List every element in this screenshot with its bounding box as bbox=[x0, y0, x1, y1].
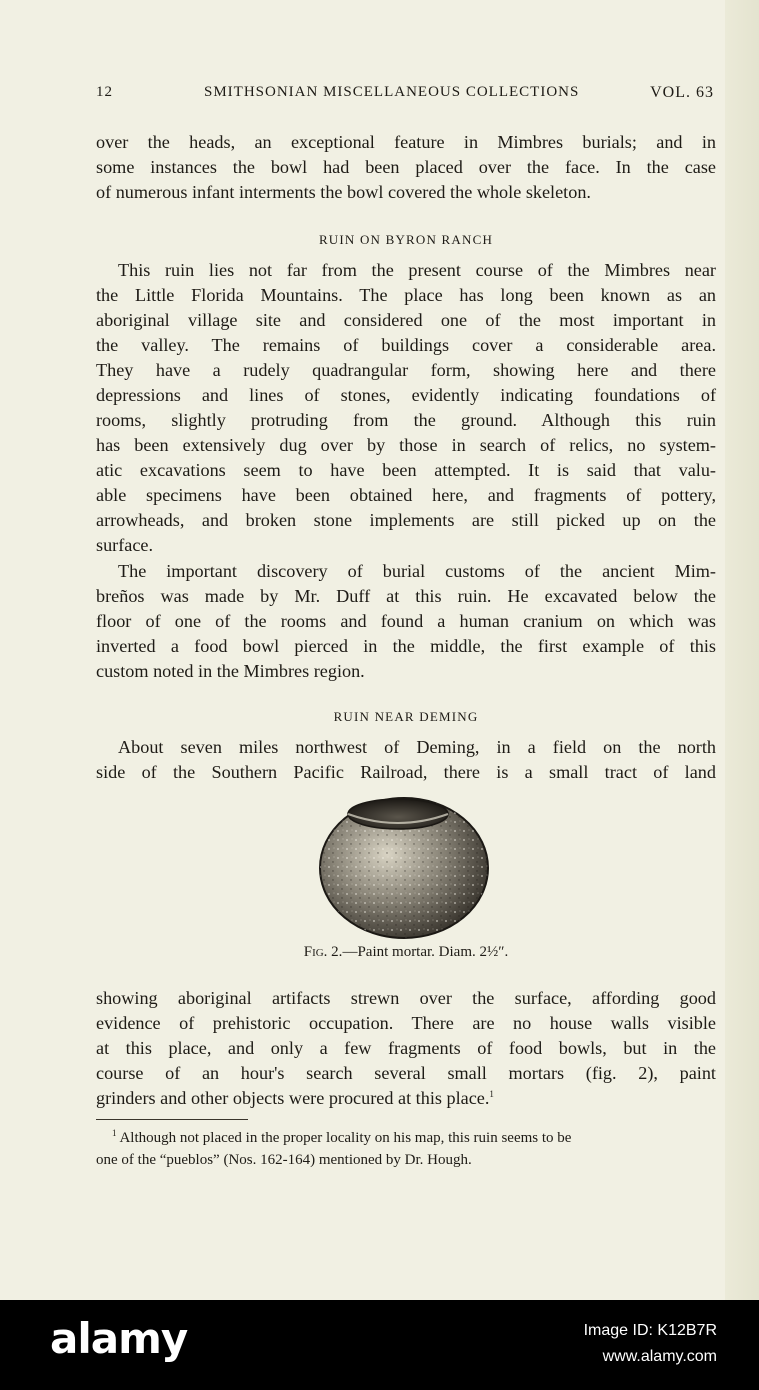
text-line: inverted a food bowl pierced in the middle, the first example of this bbox=[96, 636, 716, 656]
byron-ranch-paragraph-1 bbox=[96, 258, 716, 558]
text-line: over the heads, an exceptional feature in Mimbres burials; and in bbox=[96, 132, 716, 152]
text-line: The important discovery of burial customs of the ancient Mim- bbox=[118, 561, 716, 581]
footnote bbox=[96, 1127, 716, 1171]
page-number: 12 bbox=[96, 84, 113, 100]
text-line: arrowheads, and broken stone implements are still picked up on the bbox=[96, 510, 716, 530]
deming-paragraph-2 bbox=[96, 986, 716, 1111]
text-line: custom noted in the Mimbres region. bbox=[96, 661, 365, 681]
text-line-content: grinders and other objects were procured at this place. bbox=[96, 1088, 490, 1108]
text-line: atic excavations seem to have been attempted. It is said that valu- bbox=[96, 460, 716, 480]
text-line: evidence of prehistoric occupation. There are no house walls visible bbox=[96, 1013, 716, 1033]
deming-paragraph-1 bbox=[96, 735, 716, 785]
footnote-line bbox=[96, 1127, 716, 1149]
running-title: SMITHSONIAN MISCELLANEOUS COLLECTIONS bbox=[204, 84, 580, 100]
text-line: of numerous infant interments the bowl covered the whole skeleton. bbox=[96, 182, 591, 202]
watermark-bar bbox=[0, 1300, 759, 1390]
text-line: showing aboriginal artifacts strewn over the surface, affording good bbox=[96, 988, 716, 1008]
footnote-reference: 1 bbox=[489, 1088, 494, 1099]
text-line: About seven miles northwest of Deming, in a field on the north bbox=[118, 737, 716, 757]
text-line: has been extensively dug over by those in search of relics, no system- bbox=[96, 435, 716, 455]
paint-mortar-figure bbox=[318, 792, 490, 940]
footnote-rule bbox=[96, 1119, 248, 1120]
text-line: the valley. The remains of buildings cover a considerable area. bbox=[96, 335, 716, 355]
section-heading-deming: RUIN NEAR DEMING bbox=[333, 709, 479, 724]
footnote-mark: 1 bbox=[112, 1128, 117, 1138]
site-url: www.alamy.com bbox=[602, 1348, 717, 1365]
text-line: depressions and lines of stones, evidently indicating foundations of bbox=[96, 385, 716, 405]
text-line: floor of one of the rooms and found a human cranium on which was bbox=[96, 611, 716, 631]
page-edge-shadow bbox=[725, 0, 759, 1300]
text-line: at this place, and only a few fragments of food bowls, but in the bbox=[96, 1038, 716, 1058]
text-line: course of an hour's search several small mortars (fig. 2), paint bbox=[96, 1063, 716, 1083]
text-line bbox=[96, 1086, 716, 1111]
text-line: aboriginal village site and considered one of the most important in bbox=[96, 310, 716, 330]
byron-ranch-paragraph-2 bbox=[96, 559, 716, 684]
section-heading-byron-ranch: RUIN ON BYRON RANCH bbox=[318, 232, 494, 247]
figure-caption-text: —Paint mortar. Diam. 2½″. bbox=[342, 944, 509, 960]
text-line: They have a rudely quadrangular form, showing here and there bbox=[96, 360, 716, 380]
volume-label: VOL. 63 bbox=[650, 84, 714, 101]
image-id: Image ID: K12B7R bbox=[583, 1322, 717, 1339]
figure-caption bbox=[96, 944, 716, 961]
mortar-hollow bbox=[348, 799, 448, 829]
text-line: some instances the bowl had been placed over the face. In the case bbox=[96, 157, 716, 177]
intro-paragraph bbox=[96, 130, 716, 205]
footnote-text: Although not placed in the proper locality on his map, this ruin seems to be bbox=[119, 1130, 572, 1146]
footnote-line: one of the “pueblos” (Nos. 162-164) mentioned by Dr. Hough. bbox=[96, 1152, 472, 1168]
text-line: able specimens have been obtained here, and fragments of pottery, bbox=[96, 485, 716, 505]
text-line: the Little Florida Mountains. The place has long been known as an bbox=[96, 285, 716, 305]
text-line: rooms, slightly protruding from the ground. Although this ruin bbox=[96, 410, 716, 430]
figure-caption-label: Fig. 2. bbox=[303, 944, 343, 960]
alamy-logo: alamy bbox=[50, 1314, 188, 1363]
text-line: side of the Southern Pacific Railroad, there is a small tract of land bbox=[96, 762, 716, 782]
text-line: breños was made by Mr. Duff at this ruin. He excavated below the bbox=[96, 586, 716, 606]
text-line: surface. bbox=[96, 535, 154, 555]
running-header bbox=[96, 84, 716, 108]
text-line: This ruin lies not far from the present course of the Mimbres near bbox=[118, 260, 716, 280]
